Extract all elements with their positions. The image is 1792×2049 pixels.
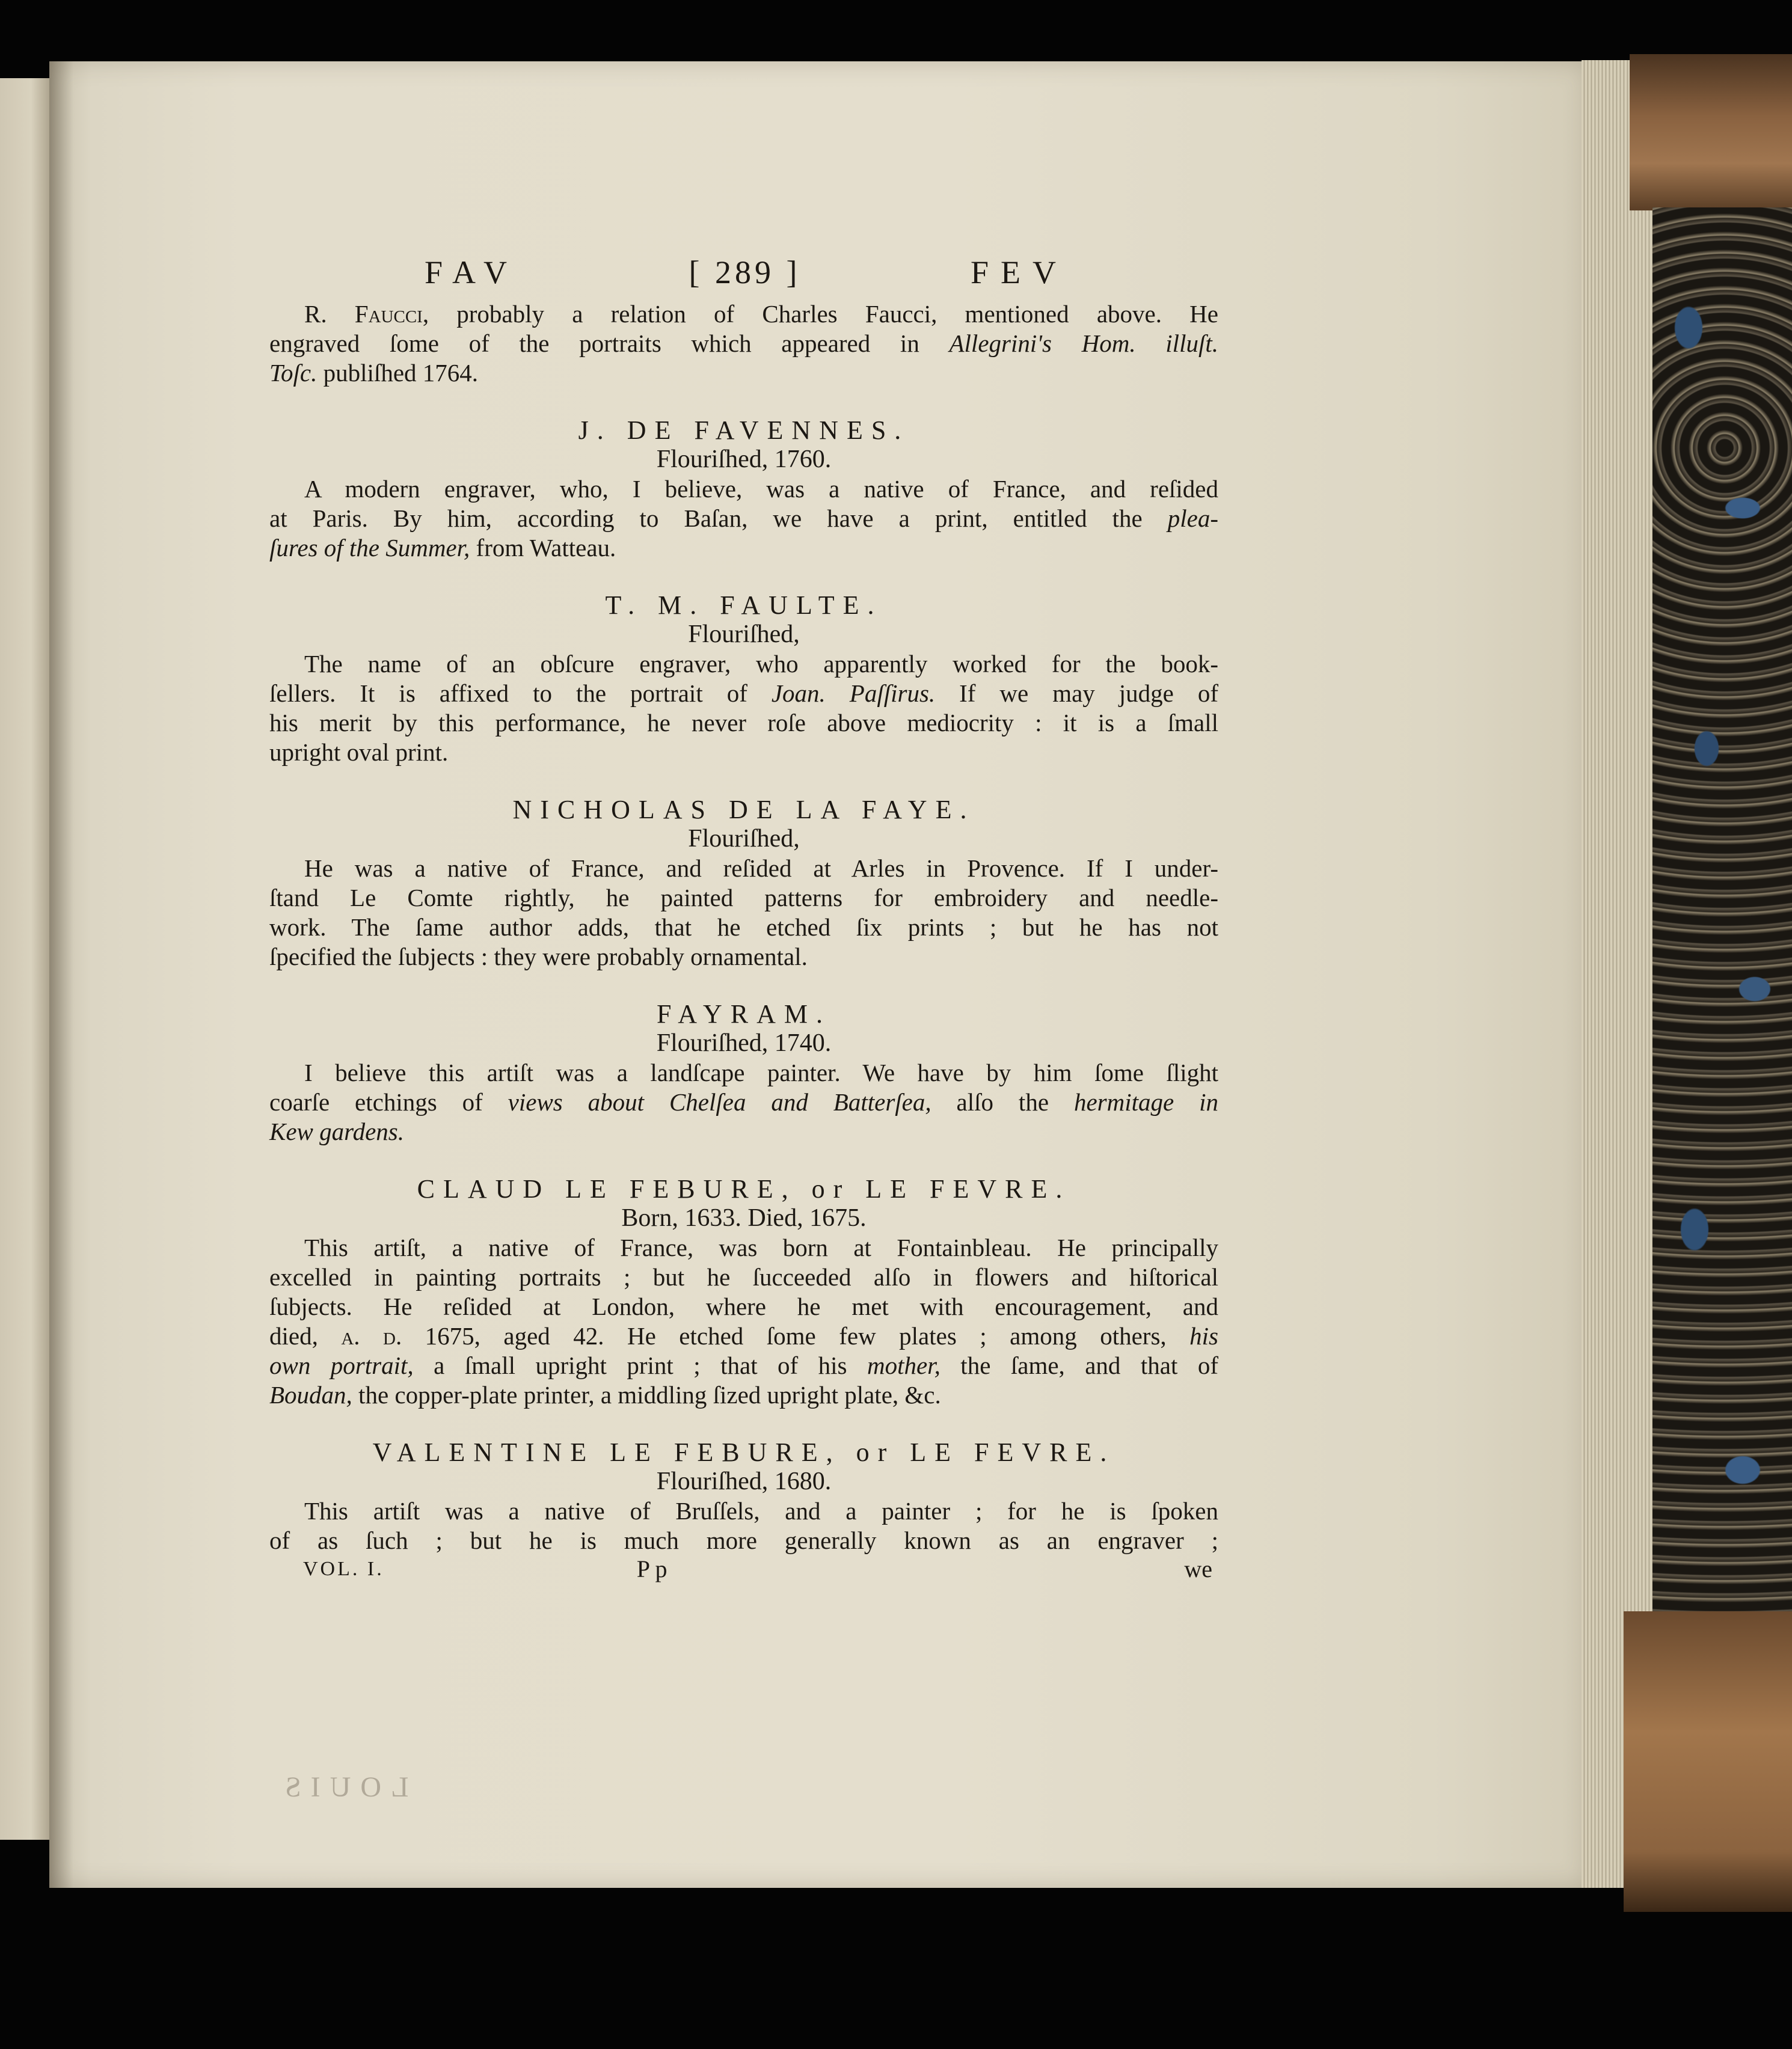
- entry-dates: Flouriſhed, 1740.: [656, 1029, 832, 1057]
- entry-line: This artiſt, a native of France, was born at Fontainbleau. He principally: [304, 1234, 1218, 1261]
- entry-dates: Flouriſhed,: [688, 620, 800, 648]
- entry-faulte: [269, 590, 1218, 767]
- entry-faucci: [269, 299, 1218, 388]
- entry-la-faye: [269, 795, 1218, 972]
- entry-line: ſpecified the ſubjects : they were probably ornamental.: [269, 943, 808, 970]
- gutter-shadow: [49, 61, 73, 1888]
- entry-line: engraved ſome of the portraits which appeared in Allegrini's Hom. illuſt.: [269, 329, 1218, 357]
- entry-fayram: [269, 999, 1218, 1147]
- entry-line: at Paris. By him, according to Baſan, we have a print, entitled the plea-: [269, 504, 1218, 532]
- running-head-right: FEV: [970, 254, 1068, 290]
- entry-heading: VALENTINE LE FEBURE, or LE FEVRE.: [372, 1438, 1115, 1467]
- entry-dates: Flouriſhed, 1760.: [656, 446, 832, 473]
- volume-label: VOL. I.: [303, 1558, 384, 1580]
- signature-mark: P p: [636, 1555, 667, 1582]
- running-head: [425, 251, 1068, 293]
- entry-line: of as ſuch ; but he is much more generally known as an engraver ;: [269, 1527, 1218, 1554]
- entry-line: This artiſt was a native of Bruſſels, and a painter ; for he is ſpoken: [304, 1497, 1218, 1525]
- entry-heading: FAYRAM.: [657, 999, 831, 1029]
- entry-line: ſures of the Summer, from Watteau.: [269, 534, 616, 562]
- entry-line: R. Faucci, probably a relation of Charles Faucci, mentioned above. He: [304, 300, 1218, 328]
- entry-line: The name of an obſcure engraver, who apparently worked for the book-: [304, 650, 1218, 678]
- facing-page-edge: [0, 78, 52, 1840]
- entry-line: Toſc. publiſhed 1764.: [269, 359, 479, 387]
- entry-line: Boudan, the copper-plate printer, a middling ſized upright plate, &c.: [269, 1381, 941, 1409]
- entry-line: died, a. d. 1675, aged 42. He etched ſome few plates ; among others, his: [269, 1322, 1219, 1350]
- leather-binding-bottom: [1624, 1611, 1792, 1912]
- entry-favennes: [269, 415, 1218, 563]
- entry-line: coarſe etchings of views about Chelſea and Batterſea, alſo the hermitage in: [269, 1088, 1218, 1116]
- entry-heading: T. M. FAULTE.: [605, 590, 883, 620]
- entry-line: upright oval print.: [269, 738, 449, 766]
- page-footer: [269, 1554, 1218, 1584]
- page-number: [ 289 ]: [689, 254, 801, 290]
- entry-claud-le-febure: [269, 1174, 1218, 1410]
- leather-binding-top: [1630, 54, 1792, 210]
- marbled-cover: [1652, 207, 1792, 1611]
- catchword: we: [1184, 1555, 1212, 1582]
- running-head-left: FAV: [425, 254, 520, 290]
- entry-valentine-le-febure: [269, 1438, 1218, 1555]
- entry-line: ſtand Le Comte rightly, he painted patterns for embroidery and needle-: [269, 884, 1218, 911]
- entry-dates: Flouriſhed, 1680.: [656, 1468, 832, 1495]
- entry-line: ſellers. It is affixed to the portrait of Joan. Paſſirus. If we may judge of: [269, 679, 1219, 707]
- page-text-block: [269, 251, 1218, 1584]
- offset-ghost-text: LOUIS: [275, 1771, 409, 1803]
- entry-line: I believe this artiſt was a landſcape painter. We have by him ſome ſlight: [304, 1059, 1218, 1086]
- entry-dates: Born, 1633. Died, 1675.: [621, 1204, 867, 1232]
- entry-line: He was a native of France, and reſided at Arles in Provence. If I under-: [304, 854, 1218, 882]
- entry-line: work. The ſame author adds, that he etched ſix prints ; but he has not: [269, 913, 1218, 941]
- entry-line: Kew gardens.: [269, 1118, 404, 1145]
- entry-heading: NICHOLAS DE LA FAYE.: [512, 795, 975, 824]
- entry-heading: CLAUD LE FEBURE, or LE FEVRE.: [417, 1174, 1071, 1204]
- entry-line: A modern engraver, who, I believe, was a native of France, and reſided: [304, 475, 1218, 503]
- entry-heading: J. DE FAVENNES.: [578, 415, 910, 445]
- entry-line: own portrait, a ſmall upright print ; that of his mother, the ſame, and that of: [269, 1352, 1218, 1379]
- entry-line: ſubjects. He reſided at London, where he met with encouragement, and: [269, 1293, 1218, 1320]
- entry-dates: Flouriſhed,: [688, 825, 800, 853]
- entry-line: excelled in painting portraits ; but he ſucceeded alſo in flowers and hiſtorical: [269, 1263, 1218, 1291]
- entry-line: his merit by this performance, he never roſe above mediocrity : it is a ſmall: [269, 709, 1218, 737]
